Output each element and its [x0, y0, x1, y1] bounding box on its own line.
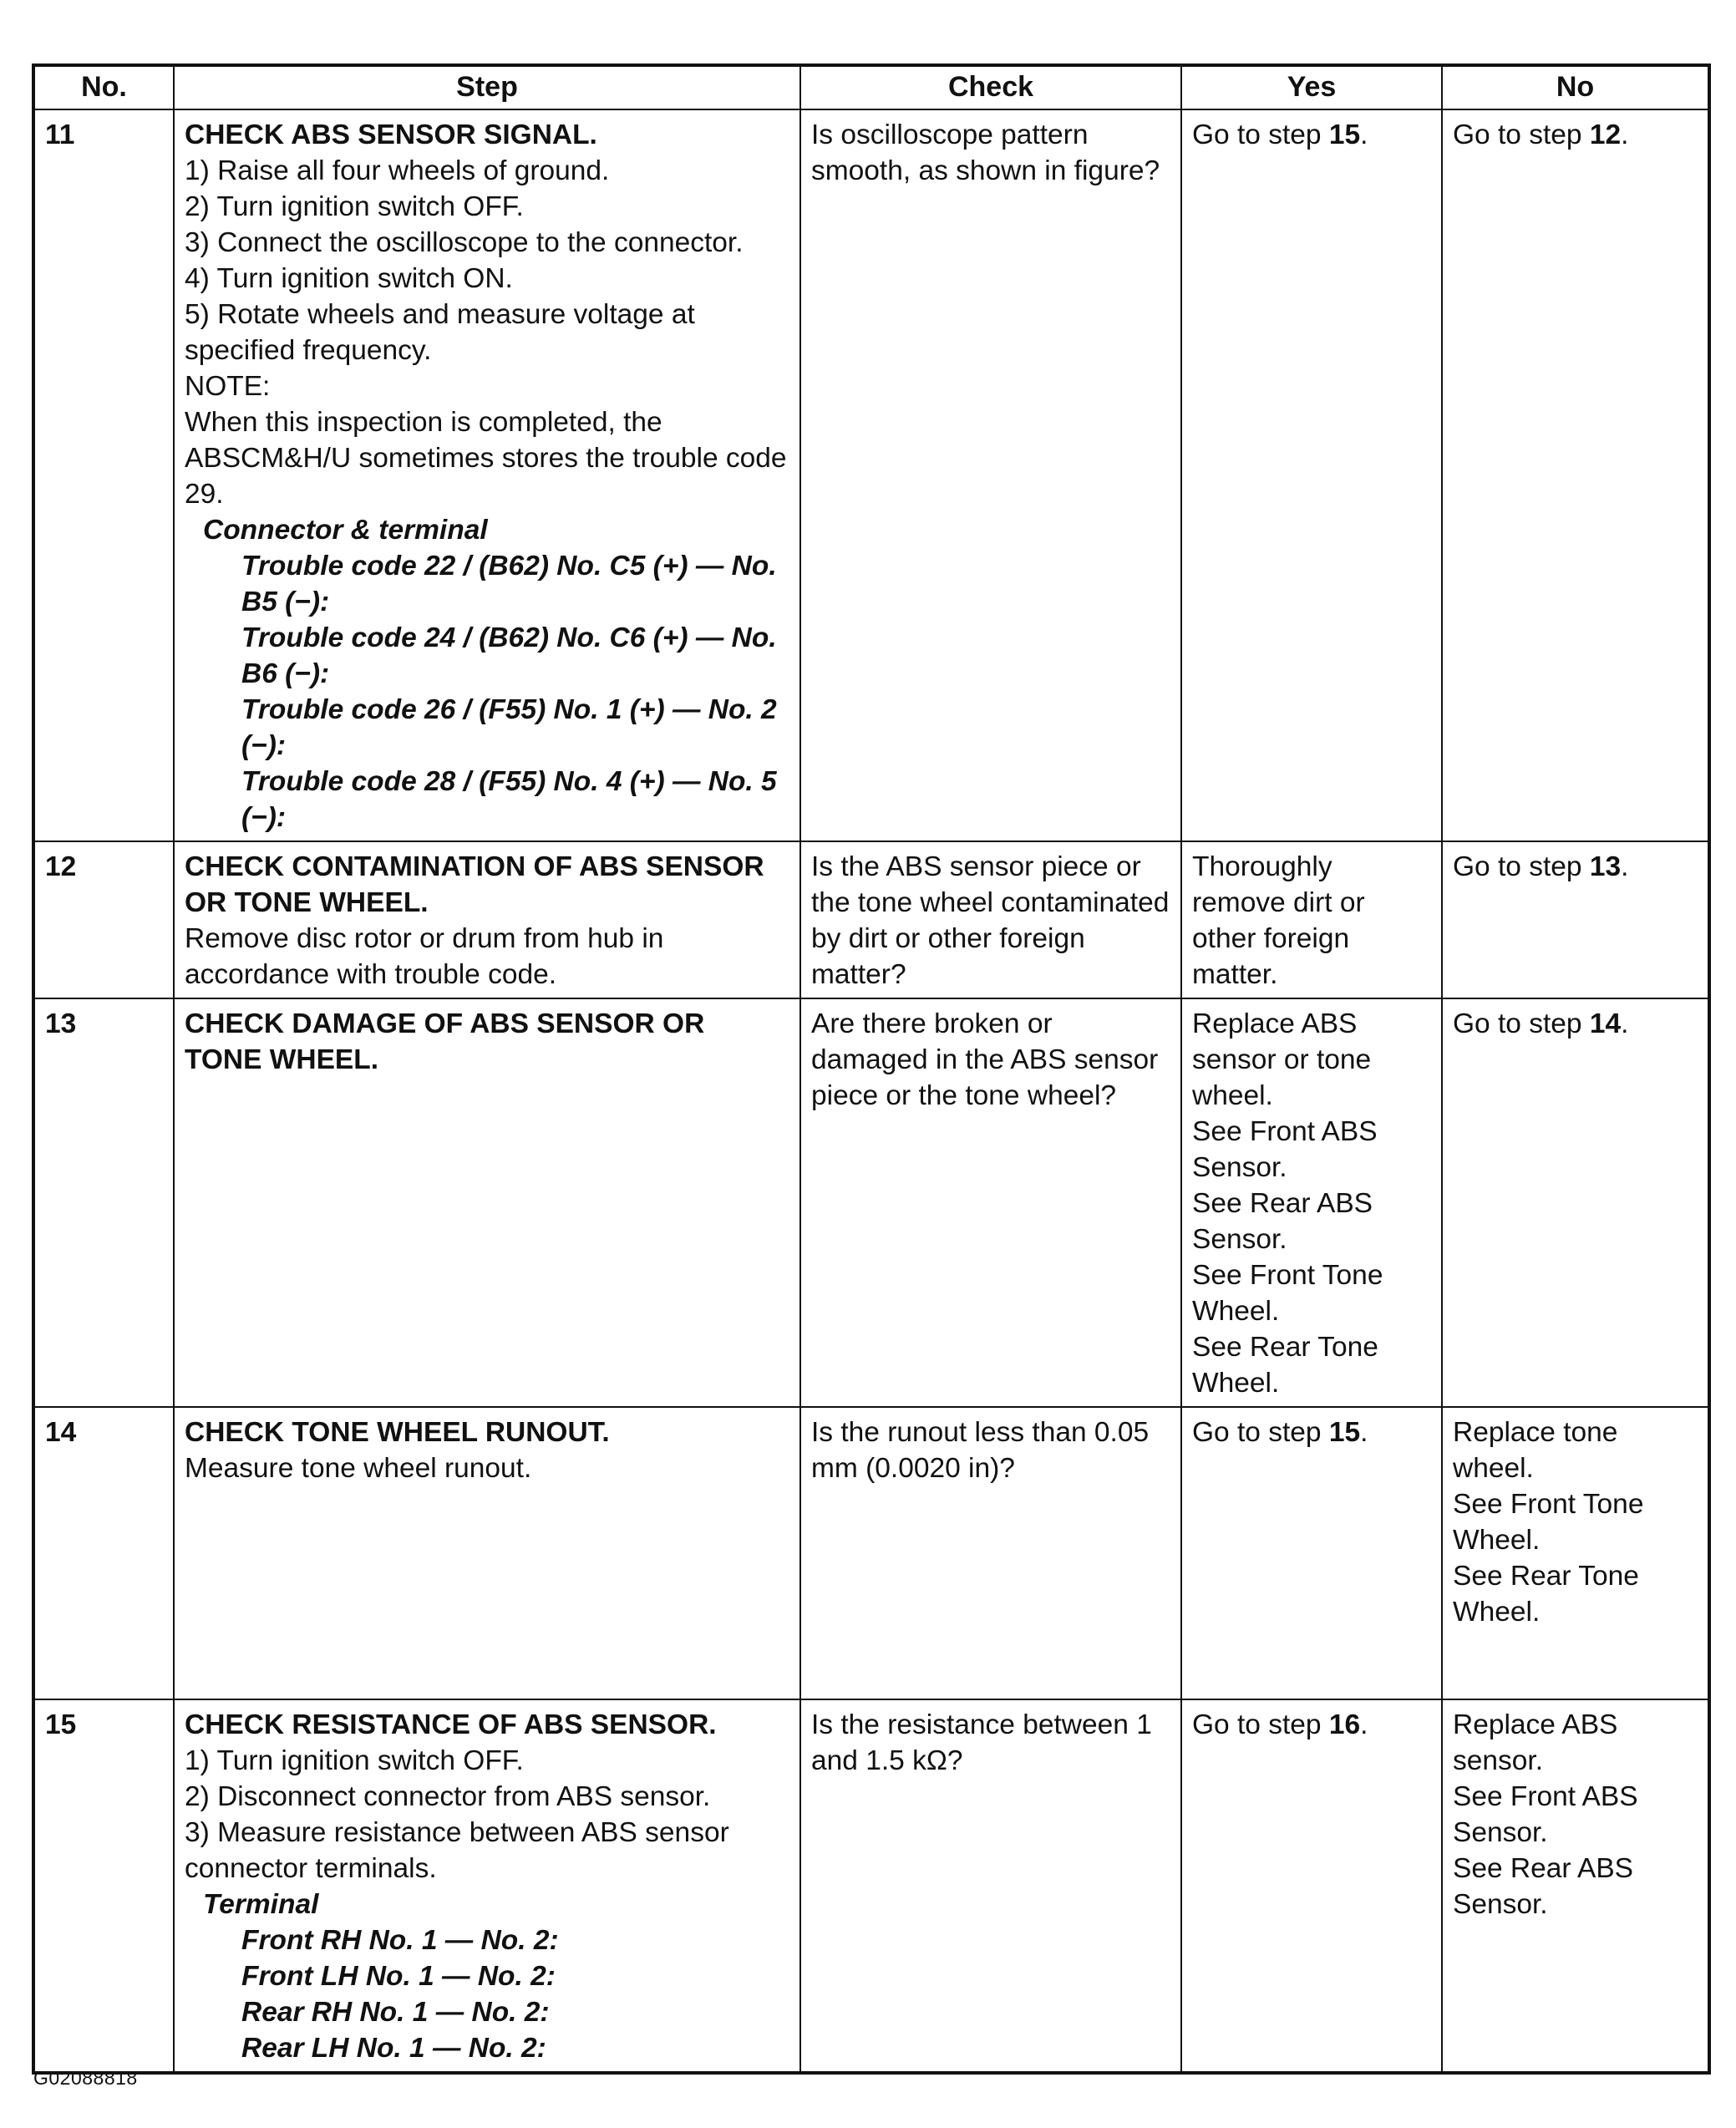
step-cell — [174, 1407, 800, 1699]
check-cell: Is the resistance between 1 and 1.5 kΩ? — [800, 1699, 1181, 2073]
yes-cell — [1181, 1407, 1442, 1699]
reference-link[interactable]: See Front ABS Sensor. — [1453, 1781, 1638, 1848]
yes-suffix: . — [1360, 1709, 1368, 1740]
no-step-link: 14 — [1589, 1008, 1622, 1039]
check-cell: Are there broken or damaged in the ABS sensor piece or the tone wheel? — [800, 998, 1181, 1407]
table-row — [33, 841, 1709, 998]
yes-prefix: Go to step — [1192, 1709, 1329, 1740]
no-suffix: . — [1621, 119, 1629, 150]
step-cell — [174, 1699, 800, 2073]
step-line: 3) Measure resistance between ABS sensor connector terminals. — [185, 1817, 729, 1884]
reference-link[interactable]: See Rear ABS Sensor. — [1192, 1188, 1373, 1255]
step-title: CHECK RESISTANCE OF ABS SENSOR. — [185, 1709, 717, 1740]
yes-cell — [1181, 998, 1442, 1407]
no-cell — [1442, 841, 1709, 998]
check-cell: Is the runout less than 0.05 mm (0.0020 in)? — [800, 1407, 1181, 1699]
yes-prefix: Go to step — [1192, 119, 1329, 150]
no-cell — [1442, 998, 1709, 1407]
step-title: CHECK TONE WHEEL RUNOUT. — [185, 1417, 610, 1448]
table-row — [33, 109, 1709, 841]
reference-link[interactable]: See Front ABS Sensor. — [1192, 1116, 1378, 1183]
yes-step-link: 15 — [1328, 119, 1361, 150]
step-line: 4) Turn ignition switch ON. — [185, 263, 513, 294]
no-step-link: 12 — [1589, 119, 1622, 150]
no-cell — [1442, 109, 1709, 841]
step-cell — [174, 841, 800, 998]
yes-suffix: . — [1360, 1417, 1368, 1448]
terminal-spec: Front RH No. 1 — No. 2: — [241, 1925, 559, 1956]
terminal-spec: Front LH No. 1 — No. 2: — [241, 1961, 556, 1992]
header-no: No. — [33, 65, 174, 109]
step-title: CHECK CONTAMINATION OF ABS SENSOR OR TONE WHEEL. — [185, 851, 764, 918]
step-number: 14 — [33, 1407, 174, 1699]
terminal-spec: Trouble code 22 / (B62) No. C5 (+) — No. B5 (−): — [241, 551, 777, 617]
header-check: Check — [800, 65, 1181, 109]
step-title: CHECK ABS SENSOR SIGNAL. — [185, 119, 597, 150]
terminal-spec: Rear RH No. 1 — No. 2: — [241, 1997, 550, 2028]
step-cell — [174, 109, 800, 841]
yes-suffix: . — [1360, 119, 1368, 150]
figure-code: G02088818 — [33, 2067, 138, 2089]
table-row — [33, 998, 1709, 1407]
yes-cell: Thoroughly remove dirt or other foreign matter. — [1181, 841, 1442, 998]
step-line: 2) Disconnect connector from ABS sensor. — [185, 1781, 711, 1812]
step-line: 2) Turn ignition switch OFF. — [185, 191, 524, 222]
step-line: 1) Turn ignition switch OFF. — [185, 1745, 524, 1776]
step-number: 13 — [33, 998, 174, 1407]
step-number: 15 — [33, 1699, 174, 2073]
yes-action: Replace ABS sensor or tone wheel. — [1192, 1008, 1372, 1111]
step-cell — [174, 998, 800, 1407]
note-label: NOTE: — [185, 371, 271, 402]
note-text: When this inspection is completed, the ABSCM&H/U sometimes stores the trouble code 29. — [185, 407, 787, 510]
step-line: 5) Rotate wheels and measure voltage at specified frequency. — [185, 299, 695, 366]
step-number: 12 — [33, 841, 174, 998]
no-cell — [1442, 1407, 1709, 1699]
step-title: CHECK DAMAGE OF ABS SENSOR OR TONE WHEEL. — [185, 1008, 705, 1075]
table-row — [33, 1407, 1709, 1699]
table-header-row — [33, 65, 1709, 109]
table-row — [33, 1699, 1709, 2073]
step-line: Remove disc rotor or drum from hub in accordance with trouble code. — [185, 923, 664, 990]
step-line: 1) Raise all four wheels of ground. — [185, 155, 610, 186]
reference-link[interactable]: See Rear Tone Wheel. — [1453, 1561, 1639, 1628]
no-suffix: . — [1621, 851, 1629, 882]
reference-link[interactable]: See Front Tone Wheel. — [1192, 1260, 1383, 1327]
check-cell: Is the ABS sensor piece or the tone wheel contaminated by dirt or other foreign matter? — [800, 841, 1181, 998]
no-prefix: Go to step — [1453, 119, 1590, 150]
step-line: Measure tone wheel runout. — [185, 1453, 532, 1484]
reference-link[interactable]: See Front Tone Wheel. — [1453, 1489, 1644, 1556]
reference-link[interactable]: See Rear Tone Wheel. — [1192, 1332, 1378, 1399]
yes-cell — [1181, 109, 1442, 841]
yes-step-link: 16 — [1328, 1709, 1361, 1740]
terminal-label: Terminal — [203, 1889, 319, 1920]
no-step-link: 13 — [1589, 851, 1622, 882]
diagnostic-table — [32, 63, 1711, 2075]
yes-prefix: Go to step — [1192, 1417, 1329, 1448]
yes-cell — [1181, 1699, 1442, 2073]
header-step: Step — [174, 65, 800, 109]
no-suffix: . — [1621, 1008, 1629, 1039]
terminal-spec: Rear LH No. 1 — No. 2: — [241, 2033, 546, 2064]
no-action: Replace ABS sensor. — [1453, 1709, 1618, 1776]
terminal-spec: Trouble code 26 / (F55) No. 1 (+) — No. 2 (−): — [241, 694, 777, 761]
terminal-spec: Trouble code 24 / (B62) No. C6 (+) — No. B6 (−): — [241, 622, 777, 689]
no-prefix: Go to step — [1453, 1008, 1590, 1039]
step-number: 11 — [33, 109, 174, 841]
check-cell: Is oscilloscope pattern smooth, as shown in figure? — [800, 109, 1181, 841]
no-cell — [1442, 1699, 1709, 2073]
connector-label: Connector & terminal — [203, 515, 488, 546]
no-prefix: Go to step — [1453, 851, 1590, 882]
header-no-result: No — [1442, 65, 1709, 109]
yes-step-link: 15 — [1328, 1417, 1361, 1448]
step-line: 3) Connect the oscilloscope to the connector. — [185, 227, 744, 258]
header-yes: Yes — [1181, 65, 1442, 109]
no-action: Replace tone wheel. — [1453, 1417, 1618, 1484]
reference-link[interactable]: See Rear ABS Sensor. — [1453, 1853, 1634, 1920]
terminal-spec: Trouble code 28 / (F55) No. 4 (+) — No. 5 (−): — [241, 766, 777, 833]
